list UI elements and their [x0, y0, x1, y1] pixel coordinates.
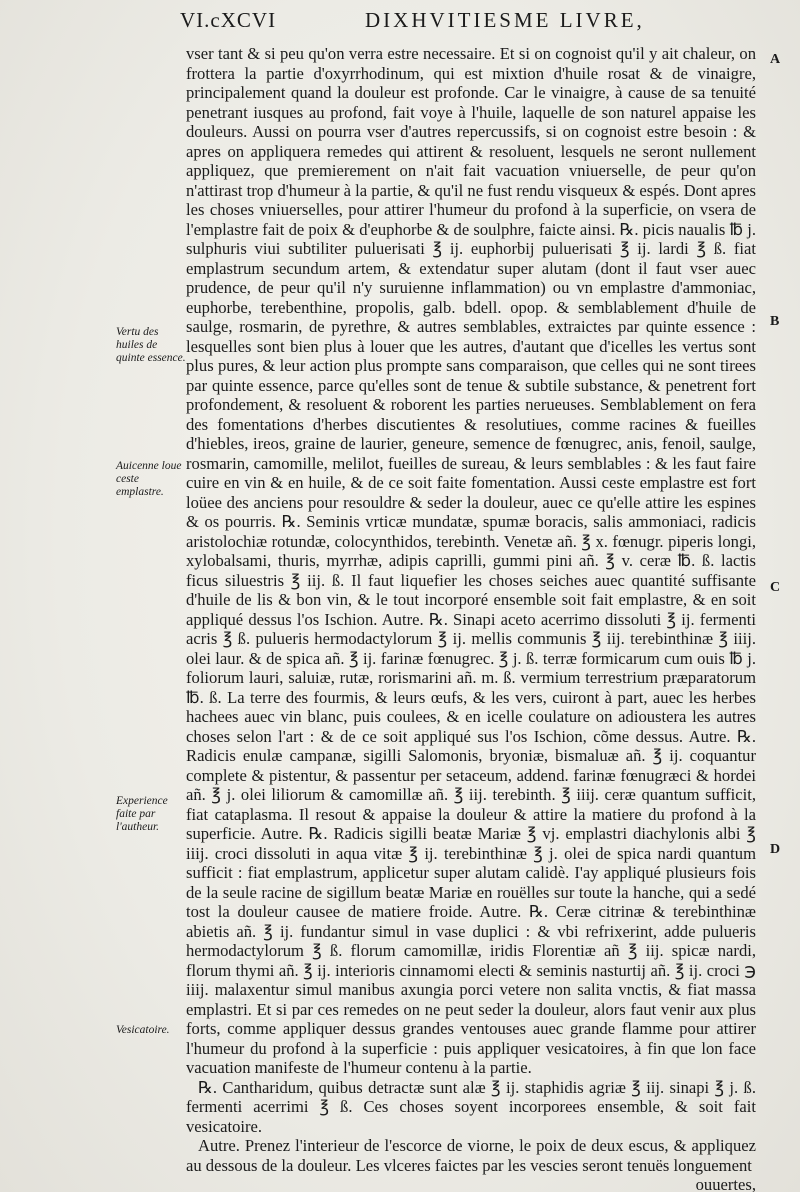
- body-paragraph: Autre. Prenez l'interieur de l'escorce de viorne, le poix de deux escus, & appliquez au dessous de la douleur. Les vlceres faictes par les vescies seront tenuës longuement: [186, 1136, 756, 1175]
- margin-note: Experience faite par l'autheur.: [116, 795, 168, 833]
- margin-note: Vesicatoire.: [116, 1024, 170, 1036]
- margin-letter: D: [770, 842, 781, 857]
- catchword: ouuertes,: [695, 1175, 756, 1192]
- folio-number: VI.cXCVI: [180, 8, 277, 32]
- body-paragraph: vser tant & si peu qu'on verra estre necessaire. Et si on cognoist qu'il y ait chaleur, on frottera la partie d'oxyrrhodinum, qui est mixtion d'huile rosat & de vinaigre, principalement quand la douleur est profonde. Car le vinaigre, à cause de sa tenuité penetrant iusques au profond, fait voye à l'huile, laquelle de son naturel appaise les douleurs. Aussi on pourra vser d'autres repercussifs, si on cognoist estre besoin : & apres on appliquera remedes qui attirent & resoluent, lesquels ne seront nullement appliquez, que premierement on n'ait fait vacuation vniuerselle, de peur qu'on n'attirast trop d'humeur à la partie, & qu'il ne fust rendu visqueux & espés. Dont apres les choses vniuerselles, pour attirer l'humeur du profond à la superficie, on vsera de l'emplastre fait de poix & d'euphorbe & de soulphre, faicte ainsi. ℞. picis naualis ℔ j. sulphuris viui subtiliter puluerisati ℥ ij. euphorbij puluerisati ℥ ij. lardi ℥ ß. fiat emplastrum secundum artem, & extendatur super alutam (dont il faut vser auec prudence, de peur qu'il n'y suruienne inflammation) ou vn emplastre d'ammoniac, euphorbe, terebenthine, propolis, galb. bdell. opop. & semblablement d'huile de saulge, rosmarin, de pyrethre, & autres semblables, extraictes par quinte essence : lesquelles sont bien plus à louer que les autres, d'autant que d'icelles les vertus sont plus pures, & leur action plus prompte sans comparaison, que celles qui ne sont tirees par quinte essence, parce qu'elles sont de tenue & subtile substance, & penetrent fort profondement, & resoluent & roborent les parties nerueuses. Semblablement on fera des fomentations d'herbes discutientes & resolutiues, comme racines & fueilles d'hiebles, ireos, graine de laurier, geneure, semence de fœnugrec, anis, fenoil, saulge, rosmarin, camomille, melilot, fueilles de sureau, & leurs semblables : & les faut faire cuire en vin & en huile, & de ce soit faite fomentation. Aussi ceste emplastre est fort loüee des anciens pour resouldre & seder la douleur, auec ce qu'elle attire les espines & os pourris. ℞. Seminis vrticæ mundatæ, spumæ boracis, salis ammoniaci, radicis aristolochiæ rotundæ, colocynthidos, terebinth. Venetæ añ. ℥ x. fœnugr. piperis longi, xylobalsami, thuris, myrrhæ, adipis caprilli, gummi pini añ. ℥ v. ceræ ℔. ß. lactis ficus siluestris ℥ iij. ß. Il faut liquefier les choses seiches auec quantité suffisante d'huile de lis & bon vin, & le tout incorporé ensemble soit fait emplastre, & en soit appliqué dessus l'os Ischion. Autre. ℞. Sinapi aceto acerrimo dissoluti ℥ ij. fermenti acris ℥ ß. pulueris hermodactylorum ℥ ij. mellis communis ℥ iij. terebinthinæ ℥ iiij. olei laur. & de spica añ. ℥ ij. farinæ fœnugrec. ℥ j. ß. terræ formicarum cum ouis ℔ j. foliorum lauri, saluiæ, rutæ, rorismarini añ. m. ß. vermium terrestrium præparatorum ℔. ß. La terre des fourmis, & leurs œufs, & les vers, cuiront à part, auec les herbes hachees auec vin blanc, puis coulees, & en icelle coulature on adioustera les autres choses selon l'art : & de ce soit appliqué sus l'os Ischion, cõme dessus. Autre. ℞. Radicis enulæ campanæ, sigilli Salomonis, bryoniæ, bismaluæ añ. ℥ ij. coquantur complete & pistentur, & passentur per setaceum, addend. farinæ fœnugræci & hordei añ. ℥ j. olei liliorum & camomillæ añ. ℥ iij. terebinth. ℥ iiij. ceræ quantum sufficit, fiat cataplasma. Il resout & appaise la douleur & attire la matiere du profond à la superficie. Autre. ℞. Radicis sigilli beatæ Mariæ ℥ vj. emplastri diachylonis albi ℥ iiij. croci dissoluti in aqua vitæ ℥ ij. terebinthinæ ℥ j. olei de spica nardi quantum sufficit : fiat emplastrum, applicetur super alutam calidè. I'ay appliqué plusieurs fois de la seule racine de sigillum beatæ Mariæ en rouëlles sur toute la hanche, qui a sedé tost la douleur causee de matiere froide. Autre. ℞. Ceræ citrinæ & terebinthinæ abietis añ. ℥ ij. fundantur simul in vase duplici : & vbi refrixerint, adde pulueris hermodactylorum ℥ ß. florum camomillæ, iridis Florentiæ añ ℥ iij. spicæ nardi, florum thymi añ. ℥ ij. interioris cinnamomi electi & seminis nasturtij añ. ℥ ij. croci ℈ iiij. malaxentur simul manibus axungia porci vetere non salita vnctis, & fiat massa emplastri. Et si par ces remedes on ne peut seder la douleur, alors faut venir aux plus forts, comme appliquer dessus grandes ventouses auec grande flamme pour attirer l'humeur du profond à la superficie : puis appliquer vesicatoires, à fin que lon face vacuation manifeste de l'humeur contenu à la partie.: [186, 44, 756, 1077]
- margin-letter: A: [770, 52, 781, 67]
- margin-letter: B: [770, 314, 780, 329]
- running-head: [0, 2, 800, 36]
- body-paragraph: ℞. Cantharidum, quibus detractæ sunt alæ ℥ ij. staphidis agriæ ℥ iij. sinapi ℥ j. ß. fermenti acerrimi ℥ ß. Ces choses soyent incorporees ensemble, & soit fait vesicatoire.: [186, 1077, 756, 1136]
- margin-note: Auicenne loue ceste emplastre.: [116, 460, 182, 498]
- running-head-title: DIXHVITIESME LIVRE,: [365, 8, 645, 32]
- margin-note: Vertu des huiles de quinte essence.: [116, 326, 186, 364]
- main-text: [186, 44, 756, 1192]
- margin-letter: C: [770, 580, 781, 595]
